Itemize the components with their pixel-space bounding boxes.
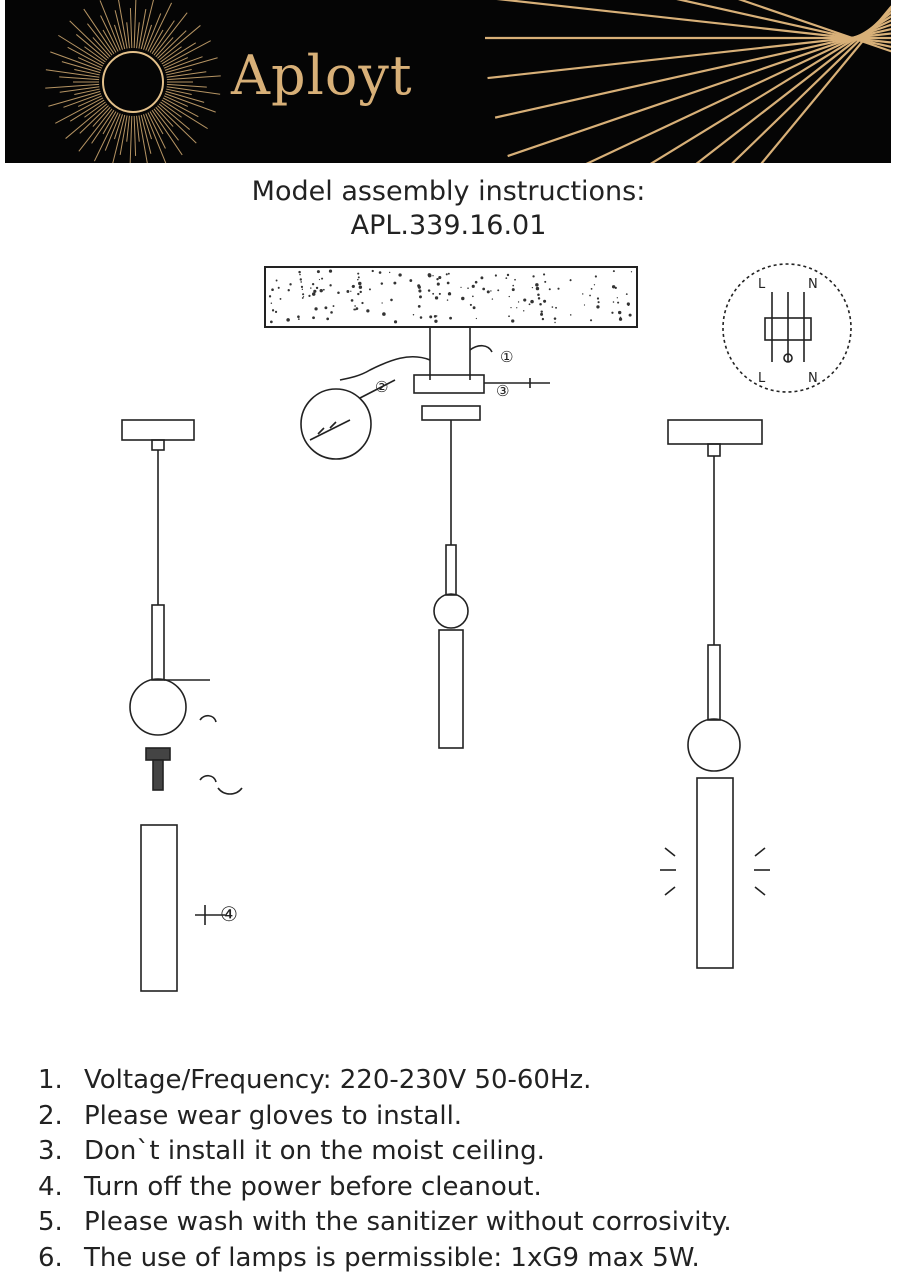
- wire-label-n: N: [808, 277, 818, 292]
- page-title: Model assembly instructions:: [251, 176, 646, 207]
- svg-text:②: ②: [375, 378, 389, 396]
- svg-text:④: ④: [220, 902, 238, 926]
- svg-text:③: ③: [496, 382, 510, 400]
- list-item: 2. Please wear gloves to install.: [38, 1100, 463, 1131]
- wire-label-n-bottom: N: [808, 371, 818, 386]
- assembly-diagram: [0, 250, 897, 1010]
- list-item: 1. Voltage/Frequency: 220-230V 50-60Hz.: [38, 1065, 592, 1095]
- model-number: APL.339.16.01: [350, 210, 547, 241]
- wiring-diagram: [723, 264, 851, 392]
- lamp-center: [434, 420, 468, 748]
- step-1-marker: [500, 348, 513, 366]
- wire-label-l-bottom: L: [758, 371, 766, 386]
- list-item: 5. Please wash with the sanitizer without corrosivity.: [38, 1207, 732, 1237]
- header-banner: [5, 0, 891, 163]
- list-item: 6. The use of lamps is permissible: 1xG9 max 5W.: [38, 1242, 700, 1273]
- step-3-marker: [496, 382, 509, 400]
- step-4-marker: [220, 902, 238, 926]
- sunburst-decoration: [5, 0, 891, 163]
- wire-label-l: L: [758, 277, 766, 292]
- lamp-assembled-right: [660, 420, 770, 968]
- safety-rules-list: [38, 1063, 732, 1276]
- light-glow-lines: [660, 848, 770, 895]
- mounting-bracket: [340, 327, 550, 420]
- svg-text:①: ①: [500, 348, 514, 366]
- list-item: 3. Don`t install it on the moist ceiling.: [38, 1136, 545, 1166]
- ceiling-slab: [265, 267, 637, 327]
- list-item: 4. Turn off the power before cleanout.: [38, 1171, 542, 1202]
- brand-logo: Aployt: [231, 44, 413, 107]
